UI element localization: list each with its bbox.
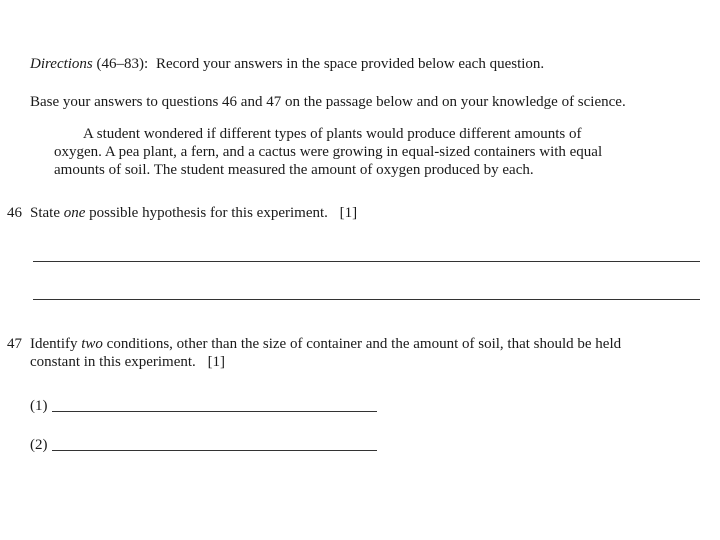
question-47-credit: [1] xyxy=(207,354,226,370)
directions-range: (46–83): xyxy=(96,56,149,72)
answer-46-line-2[interactable] xyxy=(33,299,700,300)
question-46-credit: [1] xyxy=(339,205,358,221)
question-47-emphasis: two xyxy=(81,336,103,352)
passage-line-2: oxygen. A pea plant, a fern, and a cactus were growing in equal-sized containers with equal xyxy=(54,144,603,160)
answer-47-line-1[interactable] xyxy=(52,411,377,412)
passage-line-3: amounts of soil. The student measured the amount of oxygen produced by each. xyxy=(54,162,534,178)
answer-47-label-2: (2) xyxy=(30,437,48,453)
answer-47-line-2[interactable] xyxy=(52,450,377,451)
passage-line-1: A student wondered if different types of plants would produce different amounts of xyxy=(83,126,582,142)
question-47-line-1: Identify two conditions, other than the size of container and the amount of soil, that should be held xyxy=(30,336,622,352)
answer-46-line-1[interactable] xyxy=(33,261,700,262)
directions-label: Directions xyxy=(30,56,93,72)
question-47-number: 47 xyxy=(7,336,22,352)
question-46-number: 46 xyxy=(7,205,22,221)
question-46-text: State one possible hypothesis for this experiment. [1] xyxy=(30,205,358,221)
directions-line xyxy=(30,56,544,73)
answer-47-label-1: (1) xyxy=(30,398,48,414)
question-47-line-2: constant in this experiment. [1] xyxy=(30,354,226,370)
intro-text: Base your answers to questions 46 and 47 on the passage below and on your knowledge of science. xyxy=(30,94,626,110)
directions-text: Record your answers in the space provided below each question. xyxy=(155,56,545,72)
question-46-emphasis: one xyxy=(63,205,86,221)
